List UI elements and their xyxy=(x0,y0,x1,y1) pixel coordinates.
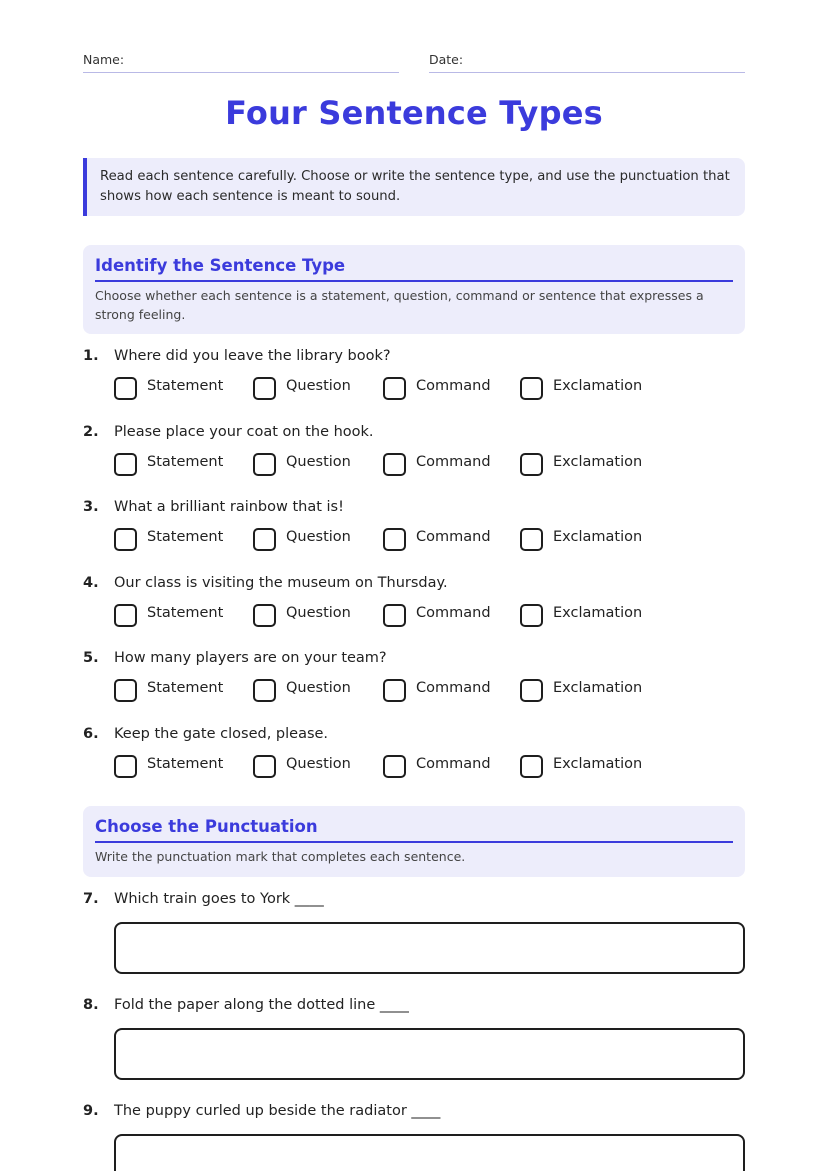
option-label: Question xyxy=(286,756,351,772)
name-label: Name: xyxy=(83,52,125,67)
option-label: Question xyxy=(286,605,351,621)
question-text: Where did you leave the library book? xyxy=(114,348,391,364)
question-number: 9. xyxy=(83,1103,99,1119)
question-text: How many players are on your team? xyxy=(114,650,387,666)
date-field[interactable] xyxy=(429,52,745,73)
option-label: Statement xyxy=(147,756,224,772)
option-label: Question xyxy=(286,529,351,545)
answer-options xyxy=(114,521,745,551)
checkbox[interactable] xyxy=(520,604,543,627)
option-label: Statement xyxy=(147,529,224,545)
option-label: Command xyxy=(416,756,491,772)
checkbox[interactable] xyxy=(383,453,406,476)
section-description: Write the punctuation mark that completes each sentence. xyxy=(95,849,466,864)
checkbox[interactable] xyxy=(520,453,543,476)
option-label: Command xyxy=(416,605,491,621)
question-number: 2. xyxy=(83,424,99,440)
option-label: Command xyxy=(416,378,491,394)
answer-box[interactable] xyxy=(114,922,745,974)
option-label: Question xyxy=(286,454,351,470)
question-number: 4. xyxy=(83,575,99,591)
question-text: Fold the paper along the dotted line ____ xyxy=(114,997,409,1013)
question-number: 5. xyxy=(83,650,99,666)
option-label: Exclamation xyxy=(553,605,643,621)
answer-options xyxy=(114,597,745,627)
question-9 xyxy=(83,1103,745,1125)
question-4 xyxy=(83,575,745,621)
instructions-box: Read each sentence carefully. Choose or write the sentence type, and use the punctuation that shows how each sentence is meant to sound. xyxy=(83,158,745,216)
section-identify xyxy=(83,245,745,334)
option-label: Command xyxy=(416,454,491,470)
option-label: Command xyxy=(416,529,491,545)
checkbox[interactable] xyxy=(253,755,276,778)
option-label: Question xyxy=(286,378,351,394)
option-label: Command xyxy=(416,680,491,696)
question-number: 1. xyxy=(83,348,99,364)
checkbox[interactable] xyxy=(520,528,543,551)
page-title: Four Sentence Types xyxy=(225,94,603,132)
question-number: 8. xyxy=(83,997,99,1013)
question-5 xyxy=(83,650,745,696)
checkbox[interactable] xyxy=(383,528,406,551)
question-text: Our class is visiting the museum on Thursday. xyxy=(114,575,448,591)
answer-options xyxy=(114,748,745,778)
option-label: Statement xyxy=(147,378,224,394)
checkbox[interactable] xyxy=(253,453,276,476)
checkbox[interactable] xyxy=(114,453,137,476)
checkbox[interactable] xyxy=(114,604,137,627)
question-text: What a brilliant rainbow that is! xyxy=(114,499,344,515)
question-2 xyxy=(83,424,745,470)
answer-box[interactable] xyxy=(114,1028,745,1080)
question-number: 3. xyxy=(83,499,99,515)
date-label: Date: xyxy=(429,52,464,67)
section-punctuation xyxy=(83,806,745,877)
option-label: Statement xyxy=(147,680,224,696)
option-label: Exclamation xyxy=(553,454,643,470)
option-label: Exclamation xyxy=(553,756,643,772)
checkbox[interactable] xyxy=(383,604,406,627)
question-7 xyxy=(83,891,745,913)
option-label: Statement xyxy=(147,605,224,621)
header-fields xyxy=(83,52,745,74)
section-description: Choose whether each sentence is a statement, question, command or sentence that expresses a strong feeling. xyxy=(95,288,704,322)
question-text: Please place your coat on the hook. xyxy=(114,424,374,440)
checkbox[interactable] xyxy=(114,528,137,551)
question-3 xyxy=(83,499,745,545)
question-number: 7. xyxy=(83,891,99,907)
option-label: Exclamation xyxy=(553,378,643,394)
checkbox[interactable] xyxy=(114,679,137,702)
option-label: Question xyxy=(286,680,351,696)
checkbox[interactable] xyxy=(520,755,543,778)
checkbox[interactable] xyxy=(383,679,406,702)
checkbox[interactable] xyxy=(114,755,137,778)
question-text: The puppy curled up beside the radiator ____ xyxy=(114,1103,441,1119)
question-1 xyxy=(83,348,745,394)
option-label: Exclamation xyxy=(553,680,643,696)
option-label: Statement xyxy=(147,454,224,470)
answer-options xyxy=(114,446,745,476)
question-6 xyxy=(83,726,745,772)
checkbox[interactable] xyxy=(383,377,406,400)
checkbox[interactable] xyxy=(253,377,276,400)
checkbox[interactable] xyxy=(253,679,276,702)
checkbox[interactable] xyxy=(520,377,543,400)
answer-options xyxy=(114,370,745,400)
checkbox[interactable] xyxy=(253,604,276,627)
question-number: 6. xyxy=(83,726,99,742)
section-title: Choose the Punctuation xyxy=(95,816,733,843)
checkbox[interactable] xyxy=(114,377,137,400)
answer-options xyxy=(114,672,745,702)
answer-box[interactable] xyxy=(114,1134,745,1171)
checkbox[interactable] xyxy=(520,679,543,702)
checkbox[interactable] xyxy=(383,755,406,778)
question-text: Which train goes to York ____ xyxy=(114,891,324,907)
question-8 xyxy=(83,997,745,1019)
name-field[interactable] xyxy=(83,52,399,73)
checkbox[interactable] xyxy=(253,528,276,551)
section-title: Identify the Sentence Type xyxy=(95,255,733,282)
option-label: Exclamation xyxy=(553,529,643,545)
question-text: Keep the gate closed, please. xyxy=(114,726,329,742)
